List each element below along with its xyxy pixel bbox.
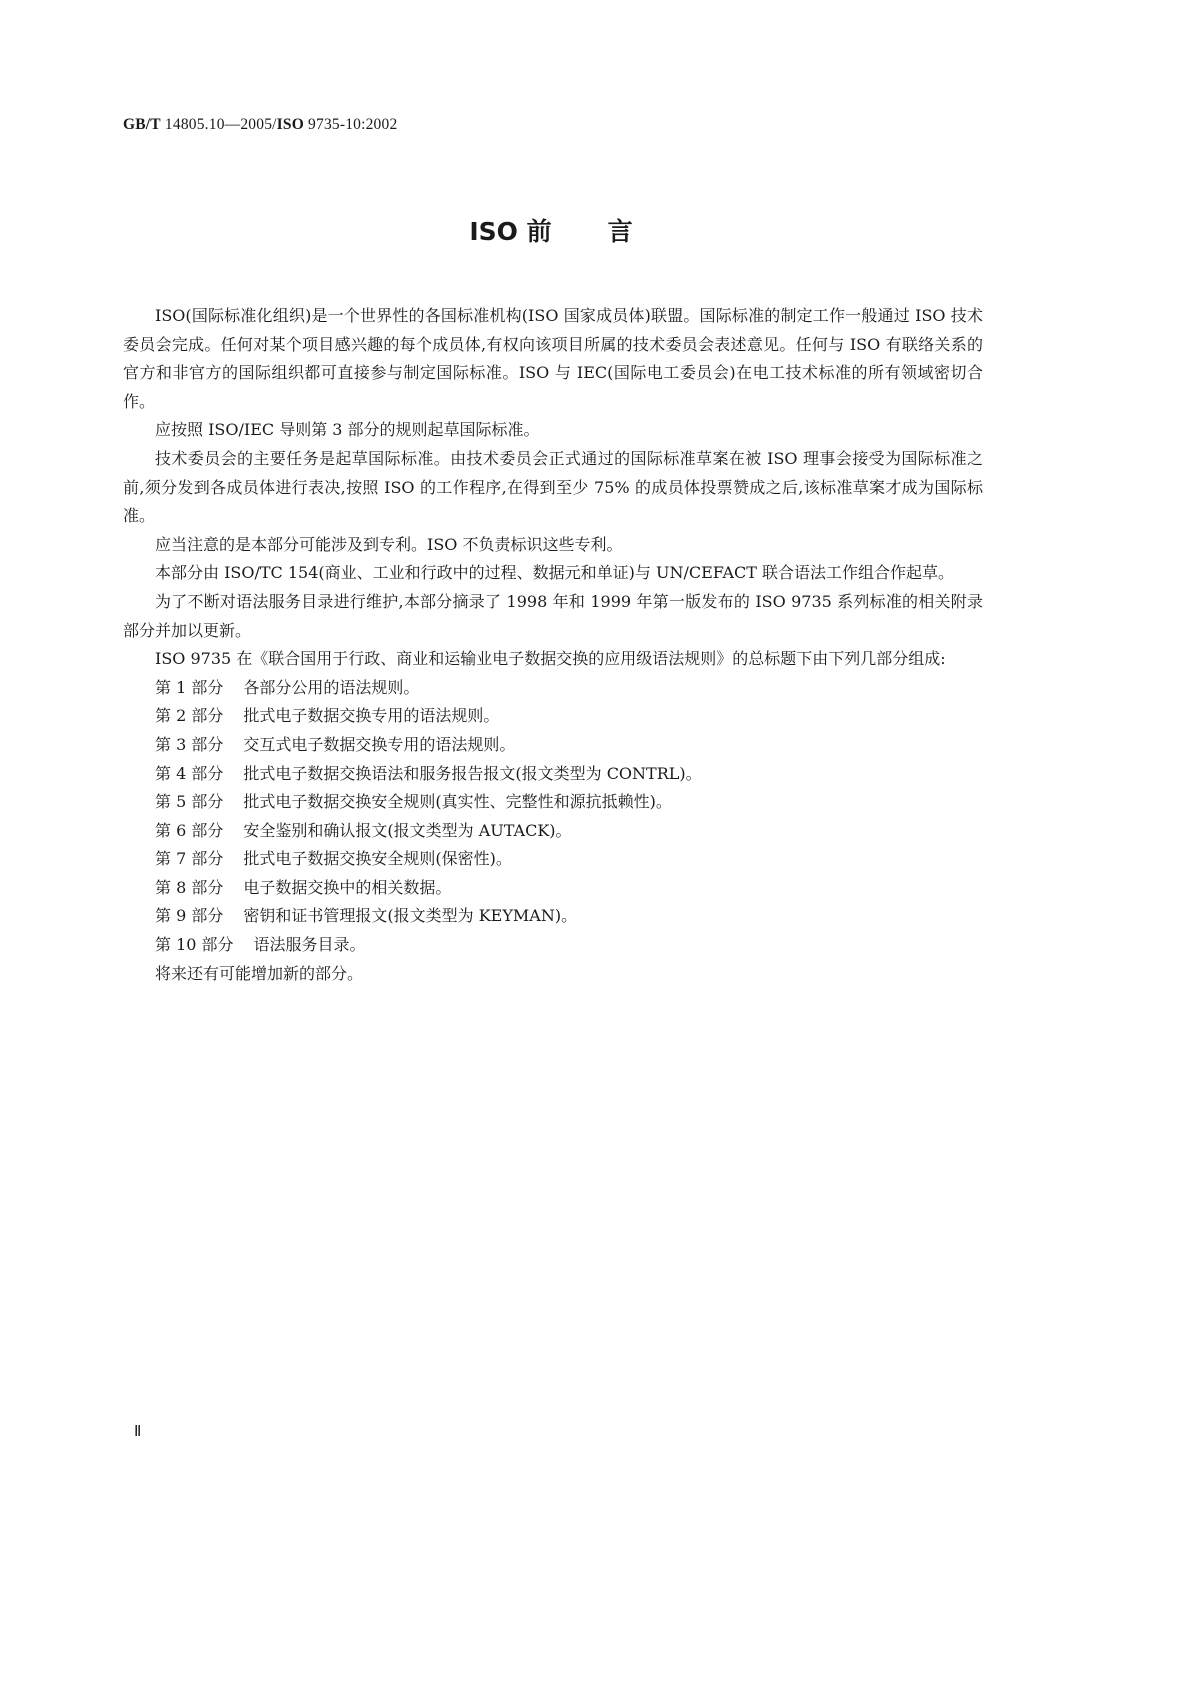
iso-number: 9735-10:2002 [303,116,398,133]
paragraph-drafting: 本部分由 ISO/TC 154(商业、工业和行政中的过程、数据元和单证)与 UN/CEFACT 联合语法工作组合作起草。 [155,563,955,583]
part-number: 第 5 部分 [155,792,224,812]
page-title [0,212,1102,248]
part-title: 电子数据交换中的相关数据。 [243,877,452,897]
part-title: 批式电子数据交换专用的语法规则。 [243,706,500,726]
standard-code-header [123,116,397,134]
list-item [123,817,983,846]
std-prefix: GB/T [123,116,161,133]
paragraph-maintenance: 为了不断对语法服务目录进行维护,本部分摘录了 1998 年和 1999 年第一版发布的 ISO 9735 系列标准的相关附录部分并加以更新。 [123,591,983,640]
part-number: 第 2 部分 [155,706,224,726]
part-title: 语法服务目录。 [253,935,366,955]
list-item [123,902,983,931]
part-number: 第 10 部分 [155,935,234,955]
part-title: 批式电子数据交换安全规则(真实性、完整性和源抗抵赖性)。 [243,792,672,812]
part-title: 交互式电子数据交换专用的语法规则。 [243,734,516,754]
list-item [123,731,983,760]
parts-list [123,674,983,960]
page-number: Ⅱ [134,1424,142,1440]
part-title: 批式电子数据交换语法和服务报告报文(报文类型为 CONTRL)。 [243,763,702,783]
part-number: 第 8 部分 [155,877,224,897]
foreword-body [123,302,983,988]
part-title: 批式电子数据交换安全规则(保密性)。 [243,849,512,869]
list-item [123,760,983,789]
part-number: 第 6 部分 [155,820,224,840]
list-item [123,702,983,731]
paragraph-directives: 应按照 ISO/IEC 导则第 3 部分的规则起草国际标准。 [155,420,540,440]
paragraph-committee-task: 技术委员会的主要任务是起草国际标准。由技术委员会正式通过的国际标准草案在被 ISO 理事会接受为国际标准之前,须分发到各成员体进行表决,按照 ISO 的工作程序,在得到至少 75% 的成员体投票赞成之后,该标准草案才成为国际标准。 [123,448,983,526]
std-number: 14805.10—2005/ [160,116,277,133]
paragraph-iso-intro: ISO(国际标准化组织)是一个世界性的各国标准机构(ISO 国家成员体)联盟。国际标准的制定工作一般通过 ISO 技术委员会完成。任何对某个项目感兴趣的每个成员体,有权向该项目所属的技术委员会表述意见。任何与 ISO 有联络关系的官方和非官方的国际组织都可直接参与制定国际标准。ISO 与 IEC(国际电工委员会)在电工技术标准的所有领域密切合作。 [123,306,983,411]
paragraph-structure: ISO 9735 在《联合国用于行政、商业和运输业电子数据交换的应用级语法规则》的总标题下由下列几部分组成: [155,649,946,669]
paragraph-patents: 应当注意的是本部分可能涉及到专利。ISO 不负责标识这些专利。 [155,534,623,554]
part-title: 安全鉴别和确认报文(报文类型为 AUTACK)。 [243,820,572,840]
list-item [123,788,983,817]
title-part-1: ISO 前 [469,217,552,246]
part-number: 第 4 部分 [155,763,224,783]
part-number: 第 3 部分 [155,734,224,754]
part-title: 密钥和证书管理报文(报文类型为 KEYMAN)。 [243,906,578,926]
part-number: 第 1 部分 [155,677,224,697]
closing-note: 将来还有可能增加新的部分。 [155,963,364,983]
part-number: 第 9 部分 [155,906,224,926]
title-part-2: 言 [607,217,633,246]
list-item [123,874,983,903]
part-title: 各部分公用的语法规则。 [243,677,420,697]
iso-prefix: ISO [276,116,304,133]
list-item [123,674,983,703]
list-item [123,845,983,874]
list-item [123,931,983,960]
part-number: 第 7 部分 [155,849,224,869]
